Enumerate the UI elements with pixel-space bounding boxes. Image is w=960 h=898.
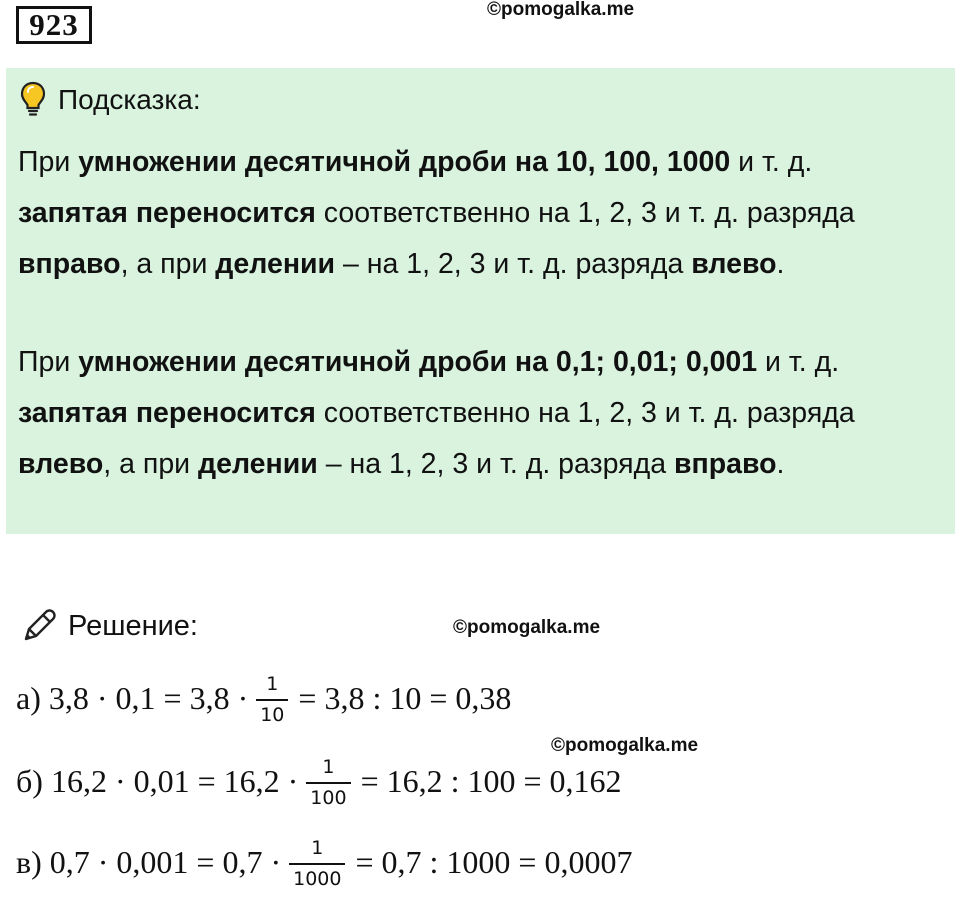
text: и т. д. [757, 346, 840, 378]
lightbulb-icon [20, 81, 46, 119]
equation-left: а) 3,8 · 0,1 = 3,8 · [16, 679, 249, 716]
hint-line [18, 388, 948, 439]
equation-right: = 16,2 : 100 = 0,162 [360, 762, 622, 799]
bold-text: делении [215, 248, 336, 280]
equation-a [16, 668, 511, 728]
bold-text: вправо [18, 248, 121, 280]
hint-paragraph-1 [18, 137, 948, 290]
fraction [289, 839, 345, 889]
hint-line [18, 188, 948, 239]
hint-line [18, 137, 948, 188]
watermark: ©pomogalka.me [551, 735, 699, 756]
numerator: 1 [266, 673, 279, 695]
equation-left: б) 16,2 · 0,01 = 16,2 · [16, 762, 299, 799]
solution-title [20, 604, 198, 648]
denominator: 100 [306, 782, 350, 808]
bold-text: запятая переносится [18, 197, 316, 229]
denominator: 10 [256, 699, 288, 725]
text: – на 1, 2, 3 и т. д. разряда [317, 448, 674, 480]
bold-text: вправо [673, 448, 777, 480]
text: При [18, 146, 79, 178]
solution-title-text: Решение: [68, 609, 198, 642]
watermark: ©pomogalka.me [487, 0, 635, 20]
hint-paragraph-2 [18, 337, 948, 490]
text: соответственно на 1, 2, 3 и т. д. разряда [315, 197, 855, 229]
equation-b [16, 751, 622, 811]
watermark: ©pomogalka.me [453, 617, 601, 638]
text: При [18, 346, 79, 378]
text: – на 1, 2, 3 и т. д. разряда [335, 248, 692, 280]
bold-text: делении [198, 448, 318, 480]
text: соответственно на 1, 2, 3 и т. д. разряда [315, 397, 855, 429]
hint-line [18, 239, 948, 290]
hint-line [18, 439, 948, 490]
fraction [256, 675, 288, 725]
hint-title [20, 80, 201, 120]
text: , а при [120, 248, 216, 280]
hint-title-text: Подсказка: [58, 84, 201, 115]
equation-right: = 0,7 : 1000 = 0,0007 [355, 843, 633, 880]
bold-text: умножении десятичной дроби на 10, 100, 1000 [78, 146, 731, 178]
pencil-icon [20, 607, 58, 645]
hint-line [18, 337, 948, 388]
task-number: 923 [16, 6, 92, 44]
text: и т. д. [730, 146, 813, 178]
text: . [776, 248, 785, 280]
bold-text: влево [18, 448, 104, 480]
equation-right: = 3,8 : 10 = 0,38 [298, 679, 512, 716]
text: . [776, 448, 785, 480]
numerator: 1 [311, 837, 324, 859]
equation-c [16, 832, 632, 892]
bold-text: запятая переносится [18, 397, 316, 429]
numerator: 1 [322, 756, 335, 778]
text: , а при [103, 448, 199, 480]
denominator: 1000 [289, 863, 345, 889]
bold-text: влево [691, 248, 777, 280]
equation-left: в) 0,7 · 0,001 = 0,7 · [16, 843, 282, 880]
fraction [306, 758, 350, 808]
bold-text: умножении десятичной дроби на 0,1; 0,01; 0,001 [78, 346, 758, 378]
